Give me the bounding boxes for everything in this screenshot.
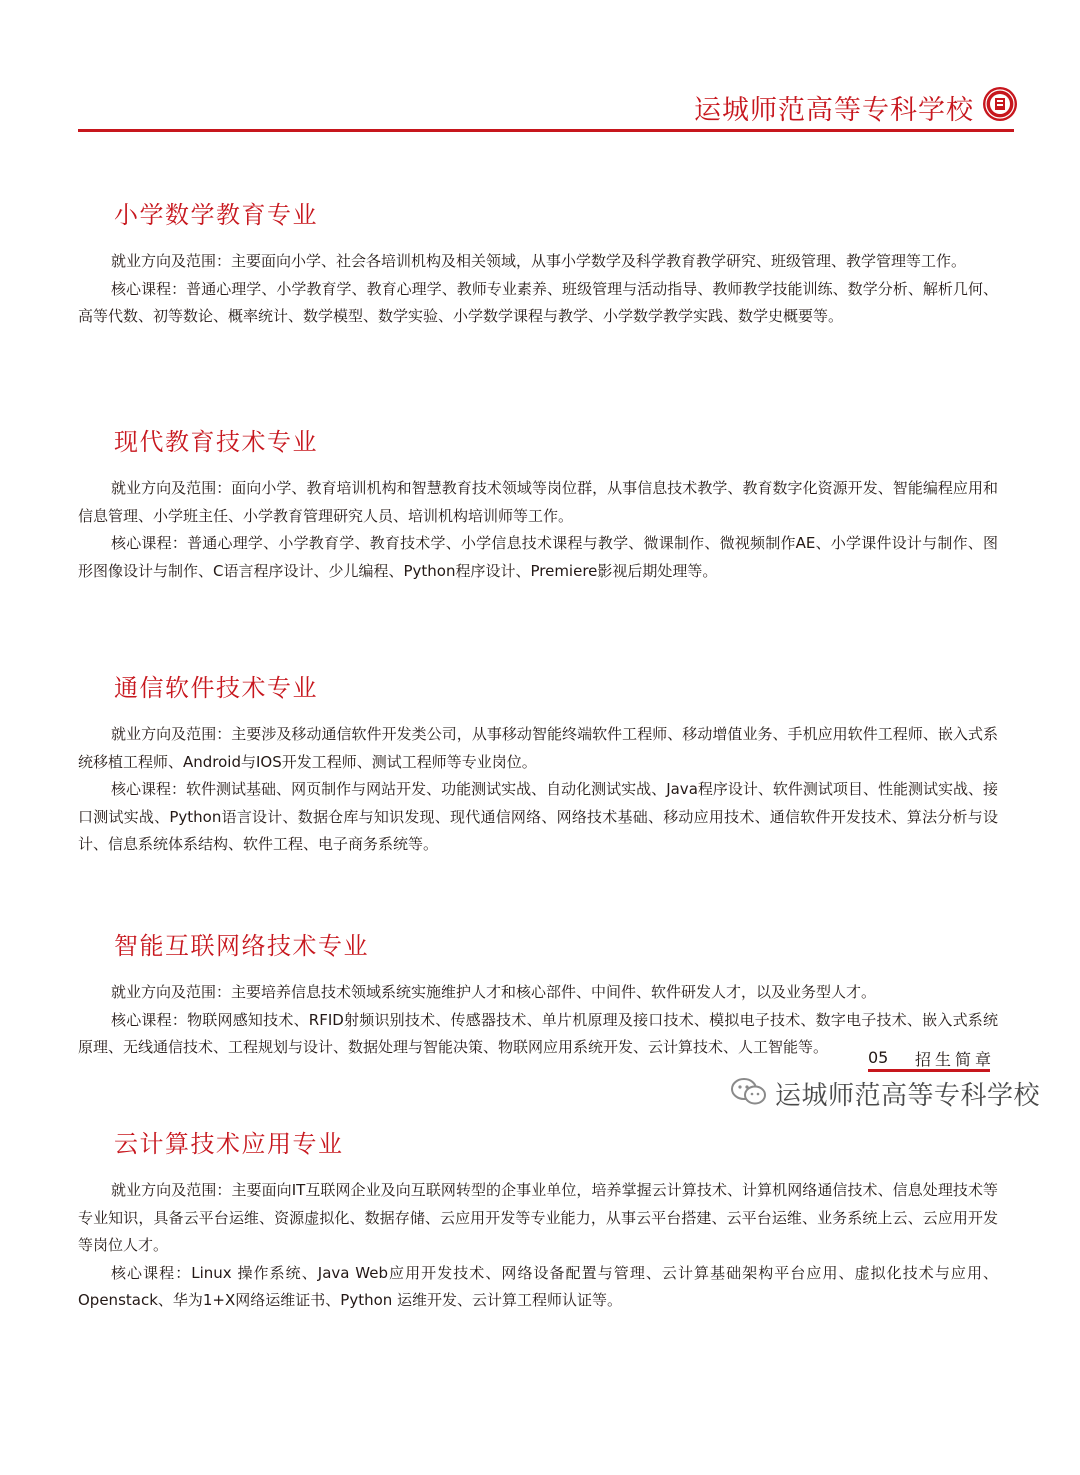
employment-paragraph: 就业方向及范围：面向小学、教育培训机构和智慧教育技术领域等岗位群，从事信息技术教学、教育数字化资源开发、智能编程应用和信息管理、小学班主任、小学教育管理研究人员、培训机构培训师等工作。 xyxy=(78,479,998,525)
wechat-icon xyxy=(730,1077,768,1107)
section-modern-education-technology xyxy=(78,425,998,585)
footer-divider xyxy=(868,1069,990,1072)
section-title: 通信软件技术专业 xyxy=(114,674,318,702)
section-communication-software xyxy=(78,671,998,859)
school-seal-icon xyxy=(982,86,1018,122)
section-intelligent-internet xyxy=(78,929,998,1062)
courses-paragraph: 核心课程：普通心理学、小学教育学、教育心理学、教师专业素养、班级管理与活动指导、教师教学技能训练、数学分析、解析几何、高等代数、初等数论、概率统计、数学模型、数学实验、小学数学课程与教学、小学数学教学实践、数学史概要等。 xyxy=(78,279,998,325)
section-cloud-computing xyxy=(78,1127,998,1315)
employment-paragraph: 就业方向及范围：主要培养信息技术领域系统实施维护人才和核心部件、中间件、软件研发人才，以及业务型人才。 xyxy=(111,983,877,1001)
section-title: 智能互联网络技术专业 xyxy=(114,932,369,960)
courses-paragraph: 核心课程：物联网感知技术、RFID射频识别技术、传感器技术、单片机原理及接口技术、模拟电子技术、数字电子技术、嵌入式系统原理、无线通信技术、工程规划与设计、数据处理与智能决策、物联网应用系统开发、云计算技术、人工智能等。 xyxy=(78,1010,998,1056)
employment-paragraph: 就业方向及范围：主要面向小学、社会各培训机构及相关领域，从事小学数学及科学教育教学研究、班级管理、教学管理等工作。 xyxy=(111,252,967,270)
courses-paragraph: 核心课程：Linux 操作系统、Java Web应用开发技术、网络设备配置与管理、云计算基础架构平台应用、虚拟化技术与应用、Openstack、华为1+X网络运维证书、Python 运维开发、云计算工程师认证等。 xyxy=(78,1263,998,1309)
employment-paragraph: 就业方向及范围：主要涉及移动通信软件开发类公司，从事移动智能终端软件工程师、移动增值业务、手机应用软件工程师、嵌入式系统移植工程师、Android与IOS开发工程师、测试工程师等专业岗位。 xyxy=(78,725,998,771)
employment-paragraph: 就业方向及范围：主要面向IT互联网企业及向互联网转型的企事业单位，培养掌握云计算技术、计算机网络通信技术、信息处理技术等专业知识，具备云平台运维、资源虚拟化、数据存储、云应用开发等专业能力，从事云平台搭建、云平台运维、业务系统上云、云应用开发等岗位人才。 xyxy=(78,1181,998,1254)
brochure-label: 招生简章 xyxy=(915,1050,996,1069)
section-primary-math-education xyxy=(78,198,998,331)
page-number: 05 xyxy=(868,1048,889,1067)
school-name: 运城师范高等专科学校 xyxy=(694,95,974,126)
courses-paragraph: 核心课程：软件测试基础、网页制作与网站开发、功能测试实战、自动化测试实战、Java程序设计、软件测试项目、性能测试实战、接口测试实战、Python语言设计、数据仓库与知识发现、现代通信网络、网络技术基础、移动应用技术、通信软件开发技术、算法分析与设计、信息系统体系结构、软件工程、电子商务系统等。 xyxy=(78,780,998,853)
page-header xyxy=(0,0,1080,140)
section-title: 现代教育技术专业 xyxy=(114,428,318,456)
watermark-account-name: 运城师范高等专科学校 xyxy=(775,1081,1041,1111)
section-title: 云计算技术应用专业 xyxy=(114,1130,344,1158)
section-title: 小学数学教育专业 xyxy=(114,201,318,229)
courses-paragraph: 核心课程：普通心理学、小学教育学、教育技术学、小学信息技术课程与教学、微课制作、微视频制作AE、小学课件设计与制作、图形图像设计与制作、C语言程序设计、少儿编程、Python程序设计、Premiere影视后期处理等。 xyxy=(78,534,998,580)
header-divider xyxy=(78,129,1014,132)
